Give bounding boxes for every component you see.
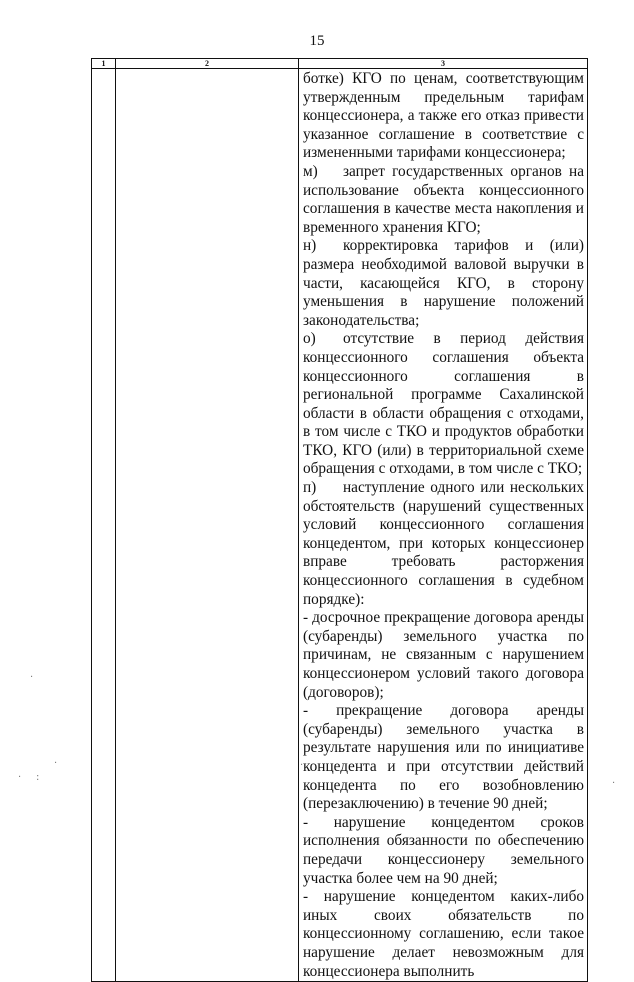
paragraph — [303, 609, 584, 702]
paragraph-text: - нарушение концедентом каких-либо иных своих обязательств по концессионному соглашению, если такое нарушение делает невозможным для концессионера выполнить — [303, 888, 584, 980]
paragraph-text: запрет государственных органов на использование объекта концессионного соглашения в качестве места накопления и временного хранения КГО; — [303, 162, 584, 236]
scan-speck: · — [300, 760, 304, 771]
scan-speck: · — [612, 778, 616, 789]
scan-speck: · — [54, 758, 58, 769]
paragraph-text: ботке) КГО по ценам, соответствующим утвержденным предельным тарифам концессионера, а также его отказ привести указанное соглашение в соответствие с измененными тарифами концессионера; — [303, 70, 584, 162]
paragraph — [303, 237, 584, 330]
column-2-cell — [116, 69, 299, 982]
column-1-cell — [92, 69, 116, 982]
paragraph — [303, 702, 584, 814]
scan-speck: : — [36, 772, 40, 783]
paragraph — [303, 163, 584, 237]
item-letter: н) — [303, 237, 317, 255]
paragraph-text: отсутствие в период действия концессионного соглашения объекта концессионного соглашения в региональной программе Сахалинской области в области обращения с отходами, в том числе с ТКО и продуктов обработки ТКО, КГО (или) в территориальной схеме обращения с отходами, в том числе с ТКО; — [303, 330, 584, 478]
scan-speck: · — [18, 772, 22, 783]
page-number: 15 — [309, 33, 325, 49]
paragraph — [303, 814, 584, 888]
paragraph — [303, 70, 584, 163]
column-3-cell — [299, 69, 588, 982]
item-letter: м) — [303, 162, 318, 180]
paragraph-text: - досрочное прекращение договора аренды (субаренды) земельного участка по причинам, не связанным с нарушением концессионером условий такого договора (договоров); — [303, 609, 584, 701]
paragraph — [303, 888, 584, 981]
document-table — [91, 58, 588, 982]
column-header-3: 3 — [299, 59, 588, 69]
paragraph-text: наступление одного или нескольких обстоятельств (нарушений существенных условий концессионного соглашения концедентом, при которых концессионер вправе требовать расторжения концессионного соглашения в судебном порядке): — [303, 479, 584, 608]
paragraph-text: - нарушение концедентом сроков исполнения обязанности по обеспечению передачи концессионеру земельного участка более чем на 90 дней; — [303, 813, 584, 887]
table-header-row — [92, 59, 588, 69]
column-header-2: 2 — [116, 59, 299, 69]
paragraph-text: - прекращение договора аренды (субаренды) земельного участка в результате нарушения или по инициативе концедента и при отсутствии действий концедента по его возобновлению (перезаключению) в течение 90 дней; — [303, 702, 584, 813]
table-body-row — [92, 69, 588, 982]
paragraph — [303, 479, 584, 609]
scan-speck: · — [30, 672, 34, 683]
item-letter: п) — [303, 479, 317, 497]
column-header-1: 1 — [92, 59, 116, 69]
item-letter: о) — [303, 330, 316, 348]
paragraph — [303, 330, 584, 479]
paragraph-text: корректировка тарифов и (или) размера необходимой валовой выручки в части, касающейся КГО, в сторону уменьшения в нарушение положений законодательства; — [303, 237, 584, 329]
